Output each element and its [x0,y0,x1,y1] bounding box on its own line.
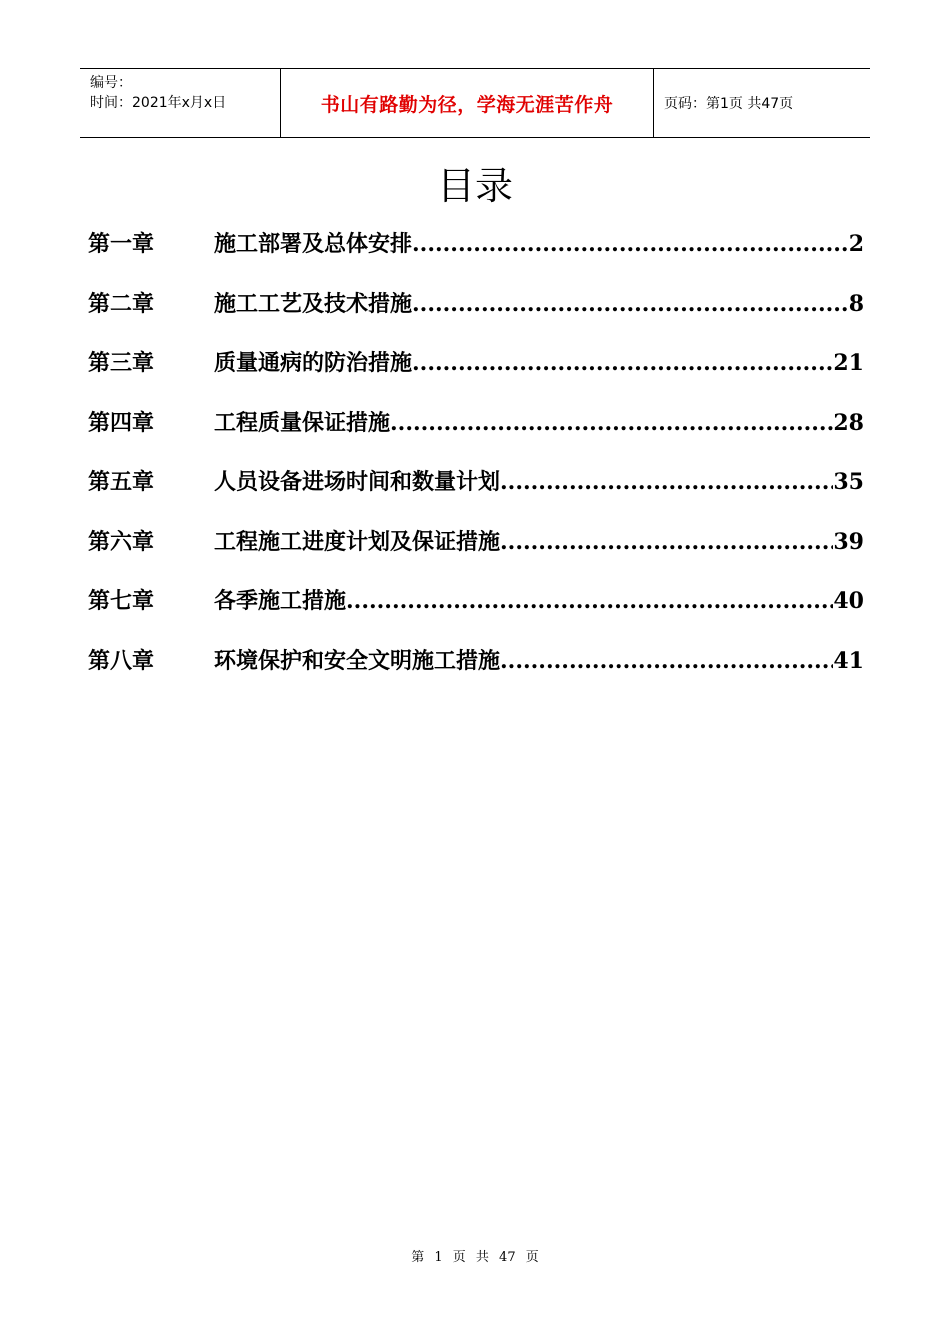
toc-entry[interactable] [88,343,864,403]
toc-title: 工程质量保证措施 [214,409,391,436]
page-title: 目录 [436,164,513,208]
toc-page-number: 40 [833,588,864,614]
toc-page-number: 2 [848,231,864,257]
toc-chapter: 第八章 [88,647,155,674]
toc-chapter: 第四章 [88,409,155,436]
toc-dot-leader [412,284,849,324]
toc-chapter: 第六章 [88,528,155,555]
toc-entry[interactable] [88,403,864,463]
header-page-info: 页码：第1页 共47页 [664,96,794,112]
table-of-contents [88,224,864,700]
toc-entry[interactable] [88,581,864,641]
toc-entry[interactable] [88,641,864,701]
toc-dot-leader [500,641,833,681]
toc-chapter: 第一章 [88,231,155,257]
toc-page-number: 35 [833,469,864,495]
toc-entry[interactable] [88,224,864,284]
document-date: 时间：2021年x月x日 [90,95,227,111]
page-footer: 第 1 页 共 47 页 [411,1250,539,1265]
document-number-label: 编号： [90,75,132,91]
toc-title: 人员设备进场时间和数量计划 [214,469,501,495]
toc-title: 质量通病的防治措施 [214,350,413,376]
toc-title: 施工部署及总体安排 [214,231,413,257]
page-header [80,68,870,138]
toc-title: 各季施工措施 [214,588,347,614]
toc-entry[interactable] [88,284,864,344]
header-meta [80,69,281,137]
toc-chapter: 第二章 [88,290,155,317]
toc-dot-leader [346,581,833,621]
toc-page-number: 39 [833,528,864,555]
toc-title: 环境保护和安全文明施工措施 [214,647,501,674]
toc-title: 工程施工进度计划及保证措施 [214,528,501,555]
toc-page-number: 8 [848,290,864,317]
toc-chapter: 第三章 [88,350,155,376]
toc-dot-leader [500,522,833,562]
toc-dot-leader [412,343,833,383]
toc-entry[interactable] [88,462,864,522]
toc-chapter: 第五章 [88,469,155,495]
toc-chapter: 第七章 [88,588,155,614]
toc-title: 施工工艺及技术措施 [214,290,413,317]
toc-dot-leader [412,224,849,264]
toc-dot-leader [390,403,833,443]
header-motto: 书山有路勤为径，学海无涯苦作舟 [281,69,654,137]
toc-entry[interactable] [88,522,864,582]
toc-dot-leader [500,462,833,502]
toc-page-number: 28 [833,409,864,436]
toc-page-number: 21 [833,350,864,376]
toc-page-number: 41 [833,647,864,674]
